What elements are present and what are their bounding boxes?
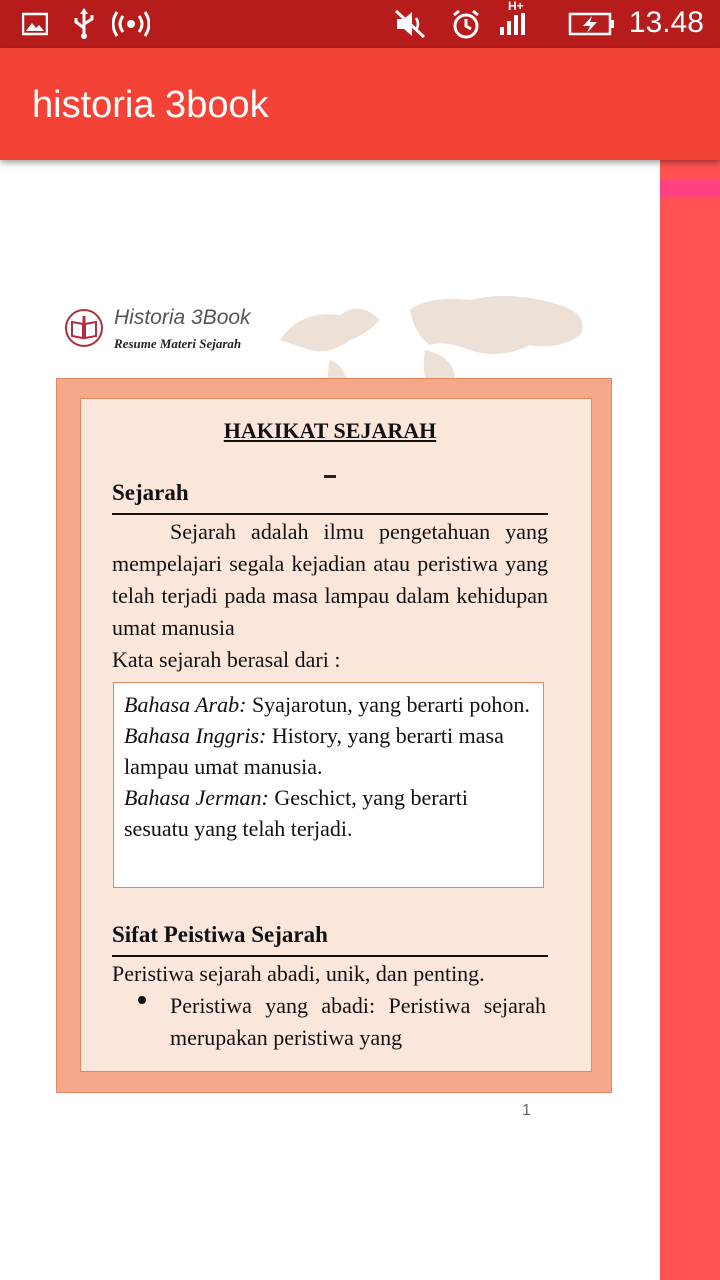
lang-jerman: Bahasa Jerman: — [124, 785, 269, 810]
document-title: HAKIKAT SEJARAH — [223, 418, 437, 443]
app-bar — [0, 48, 720, 160]
section-heading-sifat: Sifat Peistiwa Sejarah — [112, 922, 328, 947]
lang-arab: Bahasa Arab: — [124, 692, 247, 717]
image-icon — [22, 8, 48, 40]
battery-charging-icon — [568, 8, 616, 40]
lang-inggris: Bahasa Inggris: — [124, 723, 267, 748]
paragraph-origin: Kata sejarah berasal dari : — [112, 647, 341, 672]
bullet-item: Peristiwa yang abadi: Peristiwa sejarah merupakan peristiwa yang — [170, 993, 546, 1050]
divider — [324, 475, 336, 478]
book-logo-icon — [64, 308, 104, 348]
status-time: 13.48 — [628, 6, 704, 39]
section-heading-sejarah: Sejarah — [112, 480, 189, 505]
signal-icon — [498, 2, 530, 34]
svg-text:H+: H+ — [508, 0, 524, 13]
text-jerman: Geschict, yang berarti sesuatu yang telah terjadi. — [124, 785, 468, 841]
alarm-icon — [450, 8, 482, 40]
bullet-icon — [138, 996, 146, 1004]
usb-icon — [72, 8, 96, 40]
heading-rule — [112, 513, 548, 515]
logo-title: Historia 3Book — [114, 306, 251, 329]
paragraph-sifat: Peristiwa sejarah abadi, unik, dan penting. — [112, 961, 485, 986]
status-bar — [0, 0, 720, 48]
scrollbar-thumb[interactable] — [660, 180, 720, 198]
etymology-box — [113, 682, 544, 888]
scrollbar-track[interactable] — [660, 160, 720, 1280]
text-arab: Syajarotun, yang berarti pohon. — [246, 692, 530, 717]
text-inggris: History, yang berarti masa lampau umat manusia. — [124, 723, 504, 779]
logo-subtitle: Resume Materi Sejarah — [114, 336, 242, 351]
heading-rule — [112, 955, 548, 957]
mute-icon — [394, 8, 428, 40]
pdf-page[interactable] — [0, 160, 660, 1280]
page-number: 1 — [522, 1102, 531, 1119]
app-title: historia 3book — [32, 84, 269, 126]
hotspot-icon — [112, 8, 150, 40]
paragraph-definition: Sejarah adalah ilmu pengetahuan yang mempelajari segala kejadian atau peristiwa yang telah terjadi pada masa lampau dalam kehidupan umat manusia — [112, 519, 548, 640]
